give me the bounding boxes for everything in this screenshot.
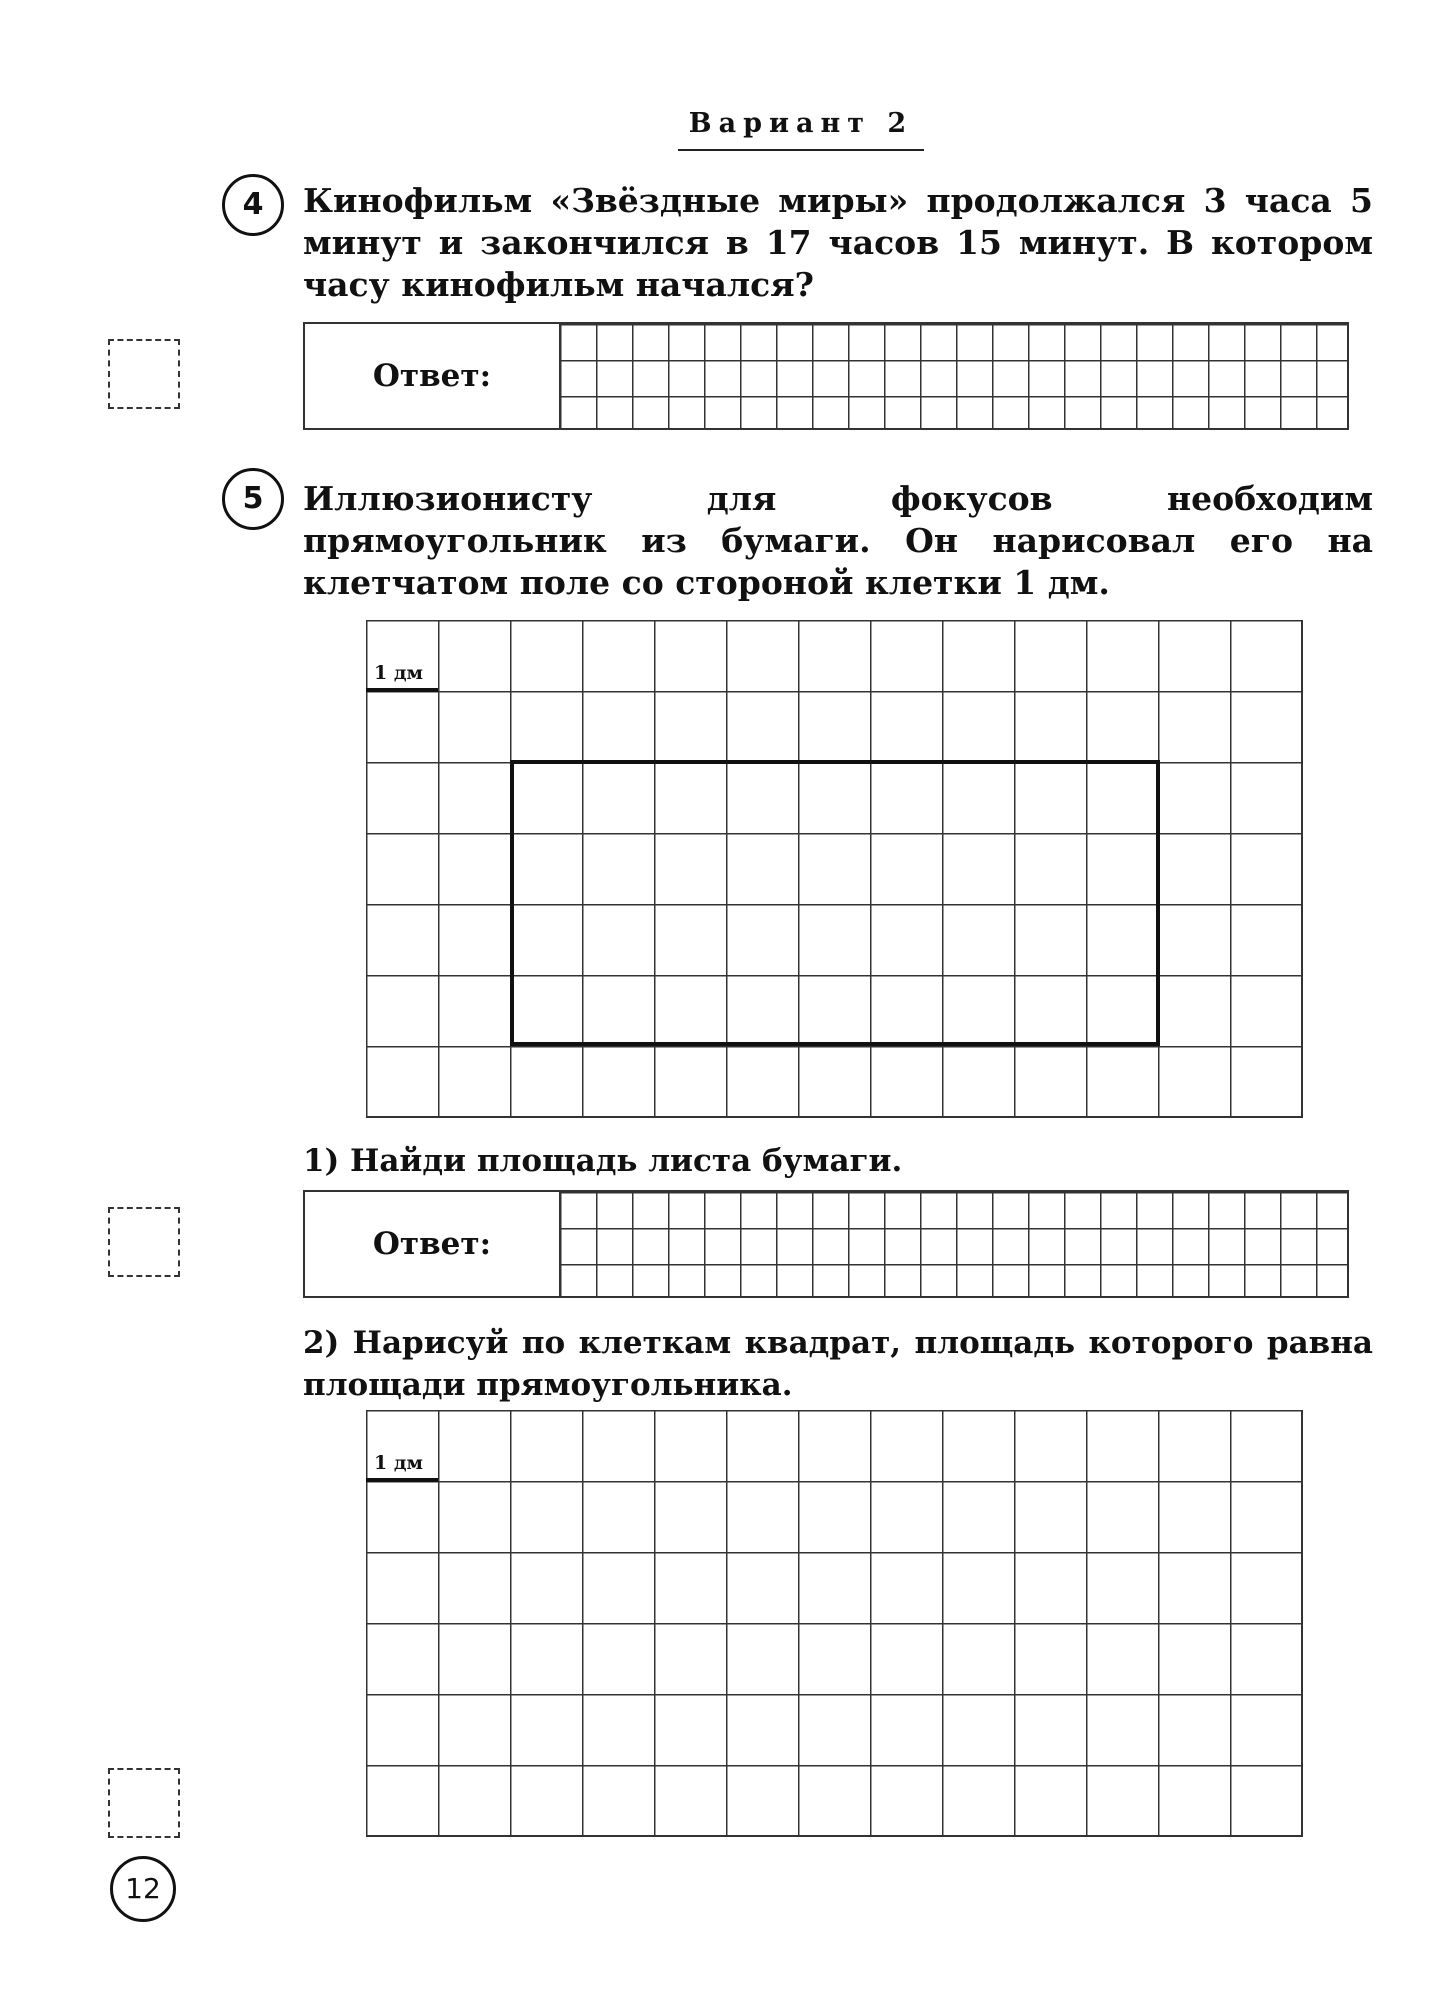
task-4-number: 4	[222, 174, 284, 236]
scale-label-1dm: 1 дм	[374, 662, 424, 684]
task-4-answer-grid[interactable]	[559, 324, 1347, 428]
scale-bar	[366, 688, 438, 692]
task-5-number: 5	[222, 468, 284, 530]
scale-bar-2	[366, 1478, 438, 1482]
variant-header: Вариант 2	[678, 108, 924, 151]
task-4-answer-box[interactable]	[303, 322, 1349, 430]
subtask-1-answer-grid[interactable]	[559, 1192, 1347, 1296]
subtask-2-text: 2) Нарисуй по клеткам квадрат, площадь которого равна площади прямоугольника.	[303, 1325, 1373, 1403]
rectangle-grid	[366, 620, 1303, 1118]
task-4-text: Кинофильм «Звёздные миры» продолжался 3 часа 5 минут и закончился в 17 часов 15 минут. В котором часу кинофильм начался?	[303, 181, 1373, 304]
task-5-text: Иллюзионисту для фокусов необходим прямоугольник из бумаги. Он нарисовал его на клетчатом поле со стороной клетки 1 дм.	[303, 479, 1373, 602]
page-number: 12	[110, 1856, 176, 1922]
scale-label-1dm-2: 1 дм	[374, 1452, 424, 1474]
square-drawing-grid[interactable]	[366, 1410, 1303, 1837]
subtask-1-answer-box[interactable]	[303, 1190, 1349, 1298]
subtask-1-answer-label: Ответ:	[372, 1226, 492, 1262]
subtask-1-text: 1) Найди площадь листа бумаги.	[303, 1143, 903, 1179]
drawn-rectangle	[510, 760, 1160, 1046]
subtask-2-score-box	[108, 1768, 180, 1838]
subtask-1-score-box	[108, 1207, 180, 1277]
task-4-answer-label: Ответ:	[372, 358, 492, 394]
task-4-score-box	[108, 339, 180, 409]
